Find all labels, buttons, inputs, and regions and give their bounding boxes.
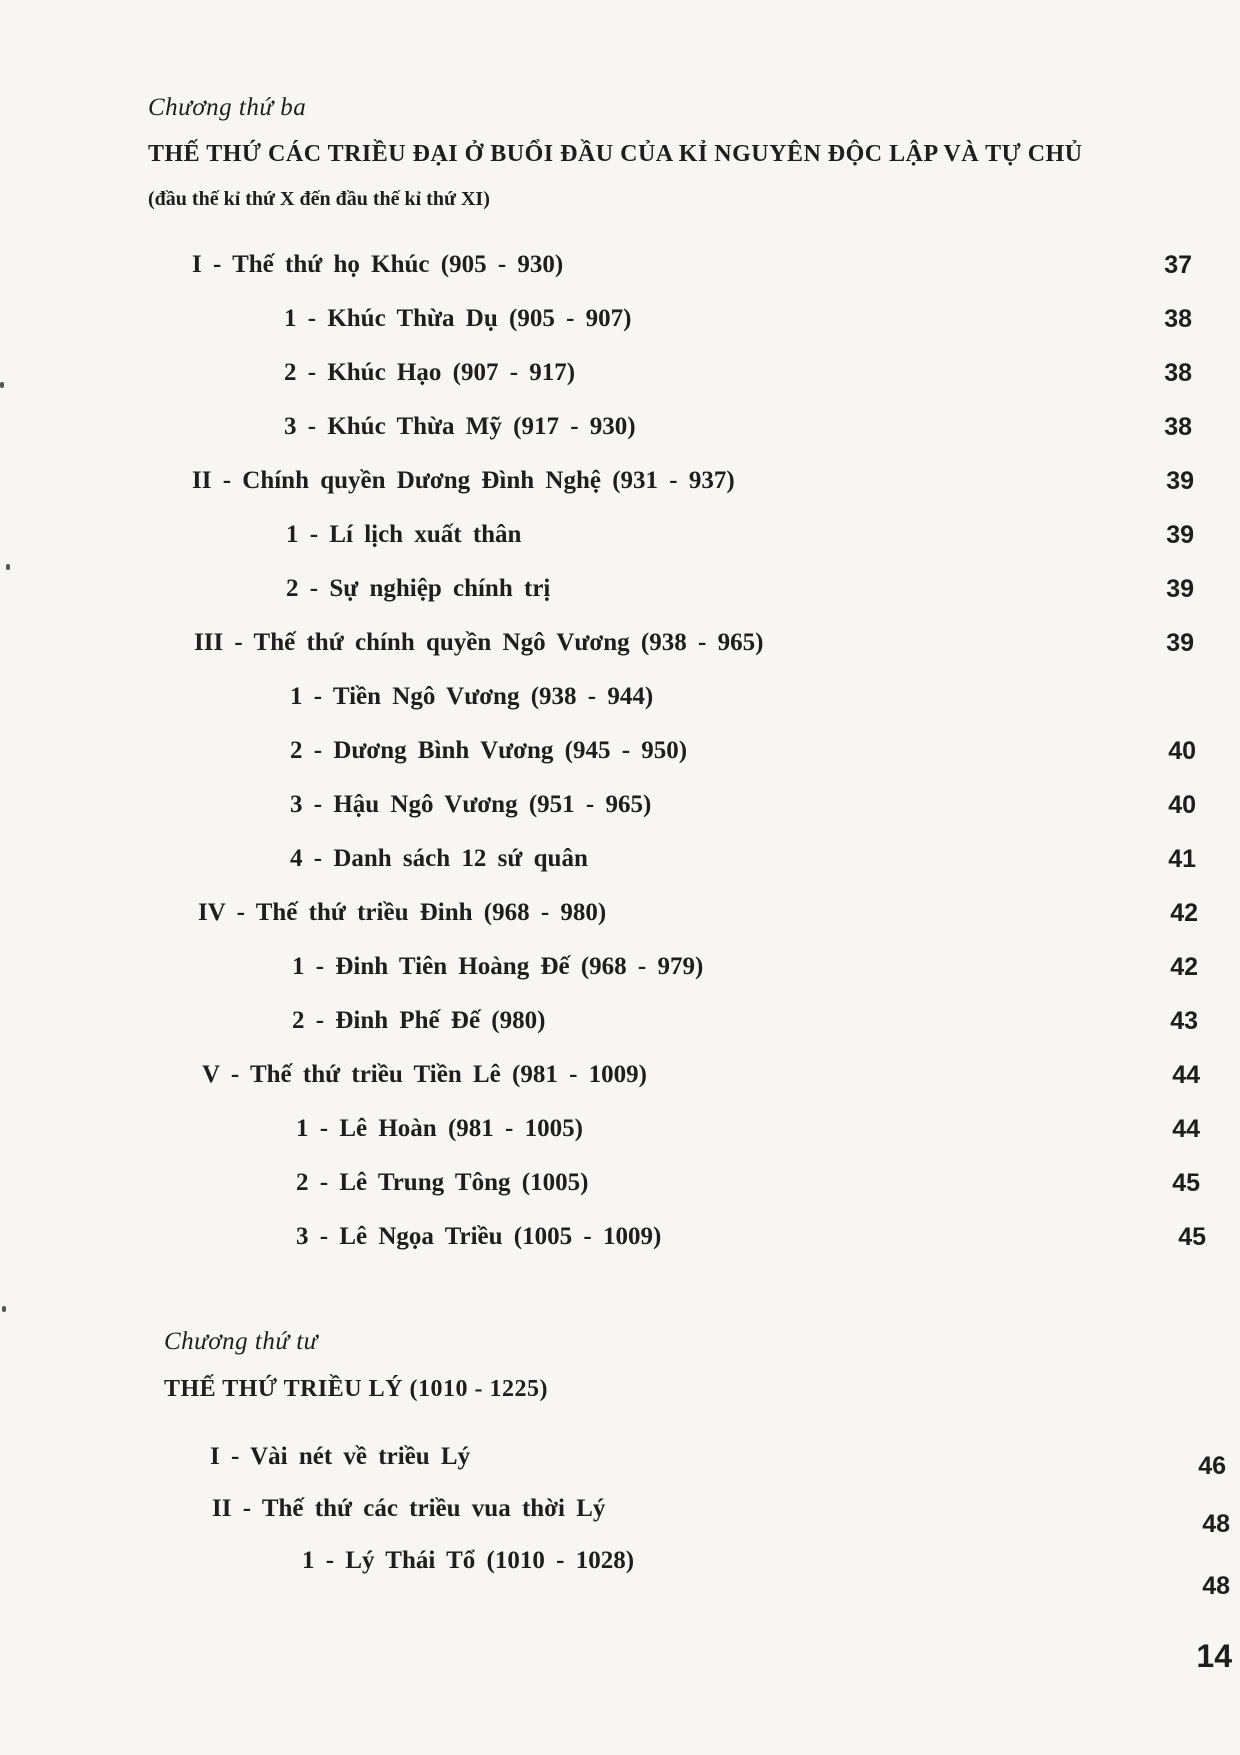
toc-entry bbox=[290, 842, 1196, 876]
toc-entry-page: 40 bbox=[1168, 790, 1196, 819]
toc-entry bbox=[296, 1112, 1200, 1146]
toc-entry-text: IV - Thế thứ triều Đinh (968 - 980) bbox=[198, 899, 607, 926]
toc-entry-text: V - Thế thứ triều Tiền Lê (981 - 1009) bbox=[202, 1061, 647, 1088]
toc-entry-page: 38 bbox=[1164, 412, 1192, 441]
toc-entry-page: 48 bbox=[1202, 1510, 1230, 1538]
toc-entry-page: 41 bbox=[1168, 844, 1196, 873]
toc-entry bbox=[192, 248, 1192, 282]
toc-entry bbox=[284, 302, 1192, 336]
toc-entry-page: 38 bbox=[1164, 358, 1192, 387]
toc-entry-text: I - Thế thứ họ Khúc (905 - 930) bbox=[192, 251, 564, 278]
toc-entry-text: II - Thế thứ các triều vua thời Lý bbox=[212, 1495, 606, 1522]
toc-entry bbox=[212, 1492, 1230, 1538]
toc-entry-page: 39 bbox=[1166, 574, 1194, 603]
toc-entry bbox=[296, 1220, 1206, 1254]
toc-entry-text: 2 - Đinh Phế Đế (980) bbox=[292, 1007, 546, 1034]
toc-entry bbox=[284, 356, 1192, 390]
toc-entry-page: 44 bbox=[1172, 1114, 1200, 1143]
toc-entry-text: 2 - Khúc Hạo (907 - 917) bbox=[284, 359, 576, 386]
toc-entry bbox=[292, 950, 1198, 984]
toc-entry bbox=[194, 626, 1194, 660]
toc-entry-text: 2 - Dương Bình Vương (945 - 950) bbox=[290, 737, 688, 764]
toc-entry-page: 38 bbox=[1164, 304, 1192, 333]
toc-entry bbox=[202, 1058, 1200, 1092]
toc-entry-text: 2 - Sự nghiệp chính trị bbox=[286, 575, 551, 602]
toc-entry-page: 40 bbox=[1168, 736, 1196, 765]
toc-entry-text: 1 - Khúc Thừa Dụ (905 - 907) bbox=[284, 305, 632, 332]
toc-entry-page: 42 bbox=[1170, 952, 1198, 981]
toc-entry-text: I - Vài nét về triều Lý bbox=[210, 1443, 471, 1470]
toc-entry bbox=[284, 410, 1192, 444]
toc-entry-text: 2 - Lê Trung Tông (1005) bbox=[296, 1169, 589, 1196]
toc-entry bbox=[286, 518, 1194, 552]
chapter-3-title: THẾ THỨ CÁC TRIỀU ĐẠI Ở BUỔI ĐẦU CỦA KỈ NGUYÊN ĐỘC LẬP VÀ TỰ CHỦ bbox=[148, 141, 1083, 167]
page-number: 14 bbox=[1196, 1638, 1232, 1674]
toc-entry-text: 3 - Hậu Ngô Vương (951 - 965) bbox=[290, 791, 652, 818]
toc-entry-text: 1 - Đinh Tiên Hoàng Đế (968 - 979) bbox=[292, 953, 704, 980]
toc-entry bbox=[290, 734, 1196, 768]
scan-speck bbox=[0, 382, 4, 388]
toc-entry-page: 43 bbox=[1170, 1006, 1198, 1035]
toc-entry bbox=[192, 464, 1194, 498]
toc-entry-page: 48 bbox=[1202, 1572, 1230, 1600]
toc-entry-text: 3 - Khúc Thừa Mỹ (917 - 930) bbox=[284, 413, 636, 440]
toc-entry bbox=[210, 1440, 1226, 1480]
toc-entry bbox=[290, 788, 1196, 822]
toc-entry bbox=[198, 896, 1198, 930]
chapter-3-label: Chương thứ ba bbox=[148, 94, 307, 121]
toc-entry-text: 3 - Lê Ngọa Triều (1005 - 1009) bbox=[296, 1223, 662, 1250]
toc-entry bbox=[292, 1004, 1198, 1038]
toc-entry-text: 1 - Lê Hoàn (981 - 1005) bbox=[296, 1115, 583, 1142]
toc-entry-page: 39 bbox=[1166, 466, 1194, 495]
toc-entry-text: 1 - Lí lịch xuất thân bbox=[286, 521, 522, 548]
scan-speck bbox=[6, 564, 10, 570]
toc-entry-page: 44 bbox=[1172, 1060, 1200, 1089]
toc-entry-page: 46 bbox=[1198, 1452, 1226, 1480]
chapter-4-title: THẾ THỨ TRIỀU LÝ (1010 - 1225) bbox=[164, 1376, 548, 1402]
toc-entry bbox=[296, 1166, 1200, 1200]
toc-entry-page: 39 bbox=[1166, 628, 1194, 657]
toc-entry bbox=[302, 1544, 1230, 1600]
toc-entry-text: 1 - Lý Thái Tổ (1010 - 1028) bbox=[302, 1547, 635, 1574]
toc-entry-page: 42 bbox=[1170, 898, 1198, 927]
scan-speck bbox=[2, 1306, 6, 1312]
chapter-4-label: Chương thứ tư bbox=[164, 1328, 318, 1355]
toc-entry-page: 45 bbox=[1172, 1168, 1200, 1197]
toc-entry-page: 45 bbox=[1178, 1222, 1206, 1251]
toc-entry bbox=[286, 572, 1194, 606]
toc-entry-text: 1 - Tiền Ngô Vương (938 - 944) bbox=[290, 683, 654, 710]
toc-entry-text: III - Thế thứ chính quyền Ngô Vương (938 - 965) bbox=[194, 629, 764, 656]
toc-entry bbox=[290, 680, 1196, 714]
toc-entry-page: 37 bbox=[1164, 250, 1192, 279]
toc-entry-text: 4 - Danh sách 12 sứ quân bbox=[290, 845, 588, 872]
chapter-3-subtitle: (đầu thế kỉ thứ X đến đầu thế kỉ thứ XI) bbox=[148, 188, 490, 210]
toc-entry-text: II - Chính quyền Dương Đình Nghệ (931 - 937) bbox=[192, 467, 735, 494]
toc-entry-page: 39 bbox=[1166, 520, 1194, 549]
